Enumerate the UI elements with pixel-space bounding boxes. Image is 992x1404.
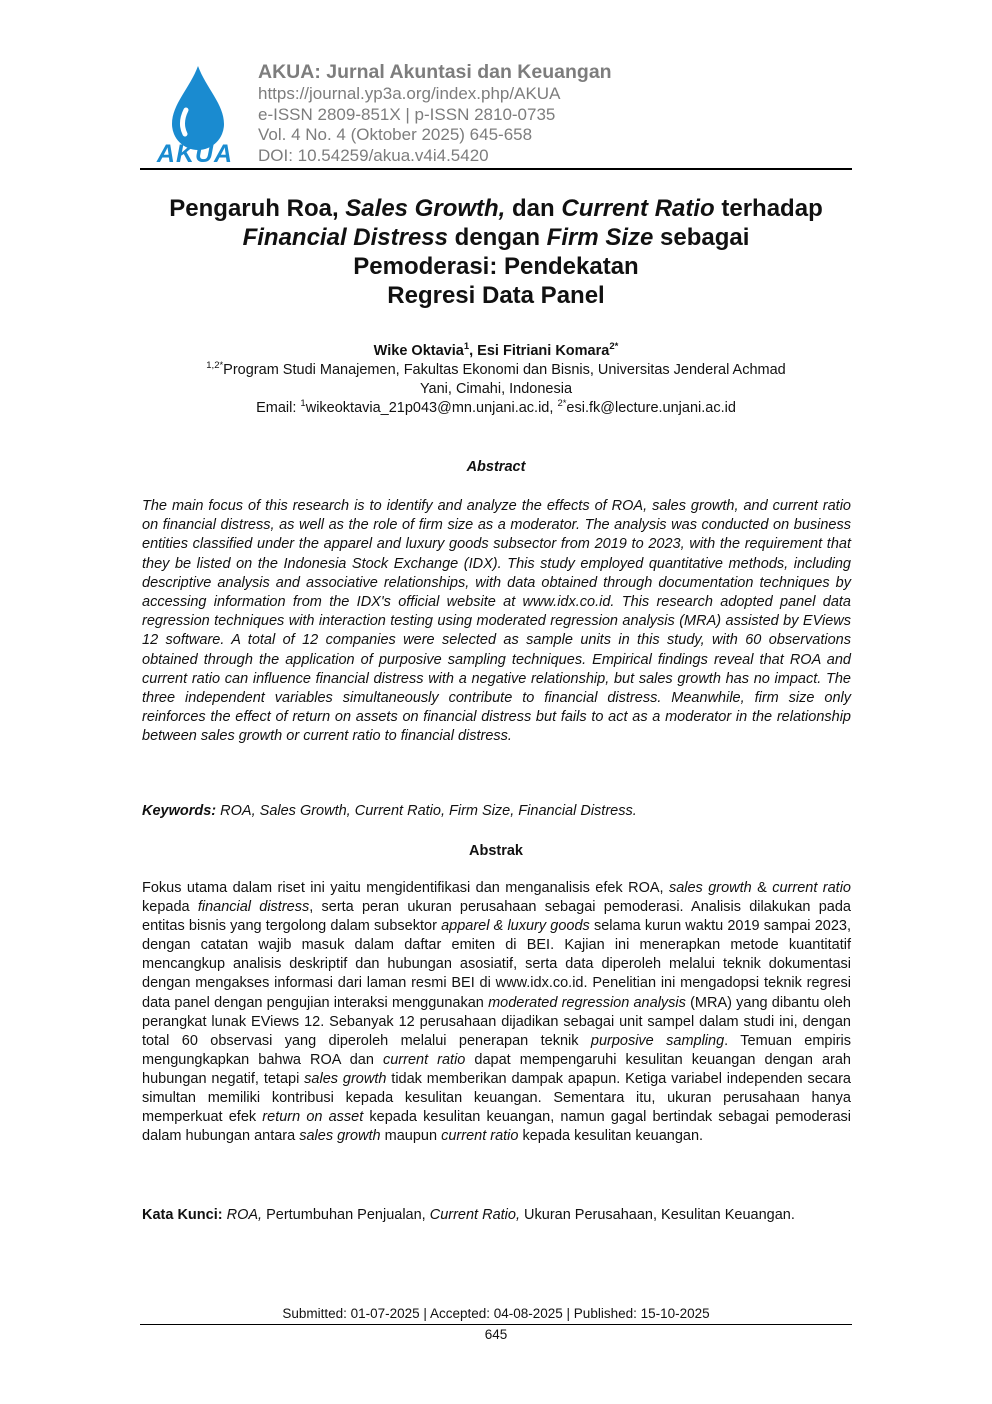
publication-dates: Submitted: 01-07-2025 | Accepted: 04-08-2025 | Published: 15-10-2025 bbox=[282, 1306, 710, 1321]
email-link-2[interactable]: esi.fk@lecture.unjani.ac.id bbox=[566, 400, 736, 416]
author-names: Wike Oktavia$^1$, Esi Fitriani Komara$^{2*}$ bbox=[373, 341, 619, 359]
journal-volume: Vol. 4 No. 4 (Oktober 2025) 645-658 bbox=[258, 125, 533, 144]
keywords-indonesian: Kata Kunci: ROA, Pertumbuhan Penjualan, Current Ratio, Ukuran Perusahaan, Kesulitan Keuangan. bbox=[142, 1207, 795, 1223]
journal-info bbox=[258, 60, 612, 166]
journal-issn: e-ISSN 2809-851X | p-ISSN 2810-0735 bbox=[258, 104, 556, 124]
author-emails: Email: $^1$wikeoktavia_21p043@mn.unjani.ac.id, $^{2*}$esi.fk@lecture.unjani.ac.id bbox=[256, 398, 736, 416]
journal-url[interactable]: https://journal.yp3a.org/index.php/AKUA bbox=[258, 84, 561, 103]
page-number: 645 bbox=[484, 1327, 508, 1342]
logo-text: AKUA bbox=[156, 140, 234, 164]
affiliation-location: Yani, Cimahi, Indonesia bbox=[419, 381, 573, 397]
abstract-english: The main focus of this research is to identify and analyze the effects of ROA, sales growth, and current ratio on financial distress, as well as the role of firm size as a moderator. The analysis was conducted on business entities classified under the apparel and luxury goods subsector from 2019 to 2023, with the requirement that they be listed on the Indonesia Stock Exchange (IDX). This study employed quantitative methods, including descriptive analysis and associative relationships, with data obtained through documentation techniques by accessing information from the IDX's official website at www.idx.co.id. This research adopted panel data regression techniques with interaction testing using moderated regression analysis (MRA) assisted by EViews 12 software. A total of 12 companies were selected as sample units in this study, with 60 observations obtained through the application of purposive sampling techniques. Empirical findings reveal that ROA and current ratio can influence financial distress with a negative relationship, but sales growth has no impact. The three independent variables simultaneously contribute to financial distress. Meanwhile, firm size only reinforces the effect of return on assets on financial distress but fails to act as a moderator in the relationship between sales growth or current ratio to financial distress. bbox=[142, 498, 851, 745]
affiliation: $^{1,2*}$Program Studi Manajemen, Fakultas Ekonomi dan Bisnis, Universitas Jenderal Achmad bbox=[206, 360, 786, 378]
abstract-indonesian: Fokus utama dalam riset ini yaitu mengidentifikasi dan menganalisis efek ROA, sales growth & current ratio kepada financial distress, serta peran ukuran perusahaan sebagai pemoderasi. Analisis dilakukan pada entitas bisnis yang tergolong dalam subsektor apparel & luxury goods selama kurun waktu 2019 sampai 2023, dengan catatan wajib masuk dalam daftar emiten di BEI. Kajian ini menerapkan metode kuantitatif mencangkup analisis deskriptif dan hubungan asosiatif, serta data diperoleh melalui teknik dokumentasi dengan mengakses informasi dari laman resmi BEI di www.idx.co.id. Penelitian ini mengadopsi teknik regresi data panel dengan pengujian interaksi menggunakan moderated regression analysis (MRA) yang dibantu oleh perangkat lunak EViews 12. Sebanyak 12 perusahaan dijadikan sebagai unit sampel dalam studi ini, dengan total 60 observasi yang diperoleh melalui penerapan teknik purposive sampling. Temuan empiris mengungkapkan bahwa ROA dan current ratio dapat mempengaruhi kesulitan keuangan dengan arah hubungan negatif, tetapi sales growth tidak memberikan dampak apapun. Ketiga variabel independen secara simultan memiliki kontribusi kepada kesulitan keuangan. Sementara itu, ukuran perusahaan hanya memperkuat efek return on asset kepada kesulitan keuangan, namun gagal bertindak sebagai pemoderasi dalam hubungan antara sales growth maupun current ratio kepada kesulitan keuangan. bbox=[142, 880, 851, 1145]
header-divider bbox=[140, 168, 852, 170]
footer-divider bbox=[140, 1324, 852, 1325]
journal-header bbox=[140, 58, 852, 170]
abstract-heading: Abstract bbox=[466, 459, 526, 475]
journal-name: AKUA: Jurnal Akuntasi dan Keuangan bbox=[258, 61, 612, 83]
abstrak-heading: Abstrak bbox=[469, 843, 523, 859]
journal-doi[interactable]: DOI: 10.54259/akua.v4i4.5420 bbox=[258, 145, 489, 165]
keywords-english: Keywords: ROA, Sales Growth, Current Ratio, Firm Size, Financial Distress. bbox=[142, 803, 637, 819]
akua-logo-icon bbox=[152, 64, 238, 164]
author-block bbox=[140, 342, 852, 418]
email-link-1[interactable]: wikeoktavia_21p043@mn.unjani.ac.id, bbox=[305, 400, 558, 416]
paper-title: Pengaruh Roa, Sales Growth, dan Current Ratio terhadap Financial Distress dengan Firm Size sebagai Pemoderasi: Pendekatan Regresi Data Panel bbox=[169, 195, 823, 309]
